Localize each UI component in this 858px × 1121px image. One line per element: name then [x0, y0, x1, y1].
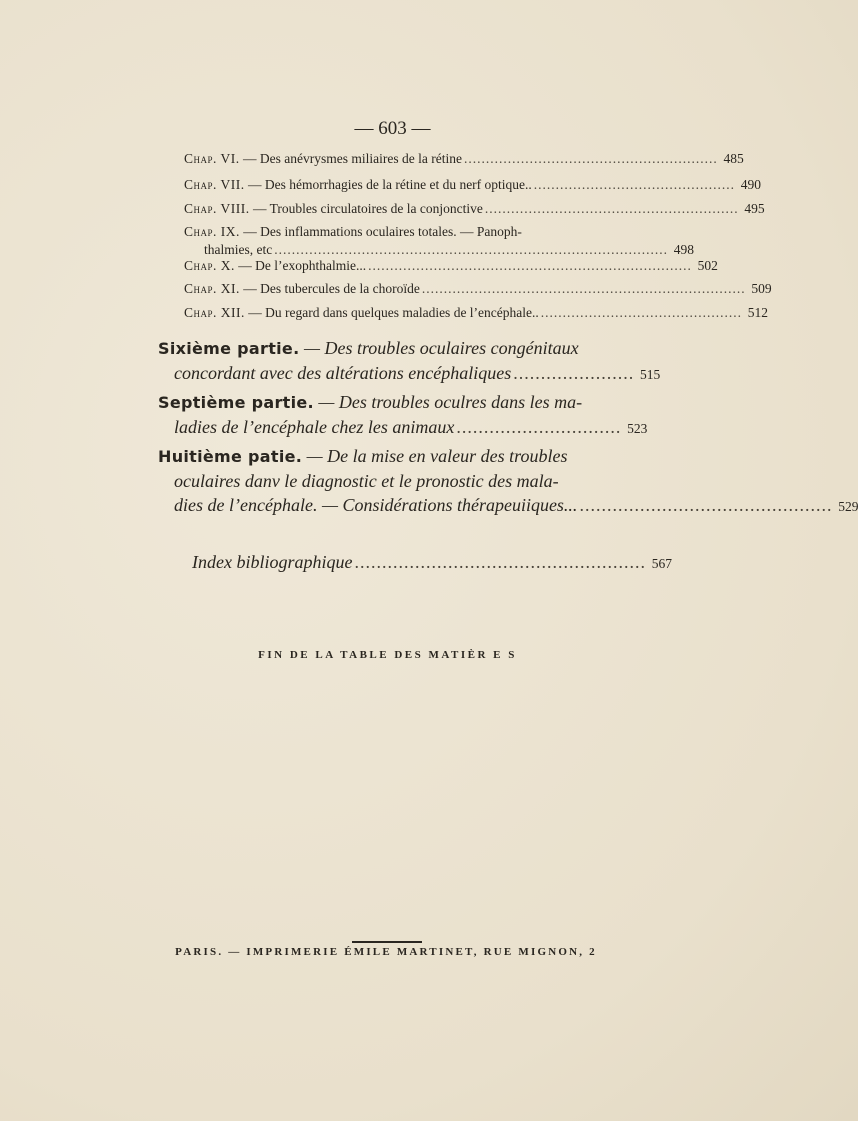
toc-entry-chap-7: Chap. VII. — Des hémorrhagies de la rétine et du nerf optique.. .............................................. 490 — [184, 177, 762, 192]
divider-rule — [352, 941, 422, 943]
toc-index: Index bibliographique ..................................................... 567 — [192, 550, 610, 576]
end-of-contents: FIN DE LA TABLE DES MATIÈR E S — [258, 649, 517, 661]
index-page: 567 — [651, 556, 672, 571]
chapter-page: 509 — [751, 281, 772, 296]
toc-entry-chap-6: Chap. VI. — Des anévrysmes miliaires de la rétine .......................................................... 485 — [184, 151, 744, 166]
chapter-title: — Des anévrysmes miliaires de la rétine — [243, 151, 462, 166]
printer-imprint: PARIS. — IMPRIMERIE ÉMILE MARTINET, RUE MIGNON, 2 — [175, 946, 597, 958]
chapter-page: 490 — [740, 177, 762, 192]
chapter-title: — Des hémorrhagies de la rétine et du nerf optique.. — [248, 177, 532, 192]
chapter-label: Chap. XI. — [184, 281, 240, 296]
chapter-page: 495 — [744, 201, 765, 216]
chapter-label: Chap. XII. — [184, 305, 245, 320]
toc-entry-chap-8: Chap. VIII. — Troubles circulatoires de la conjonctive .......................................................... 495 — [184, 201, 765, 216]
part-title: — Des troubles oculaires congénitaux — [303, 338, 579, 358]
index-title: Index bibliographique — [192, 552, 353, 572]
part-title: — De la mise en valeur des troubles — [306, 446, 568, 466]
toc-part-6: Sixième partie. — Des troubles oculaires congénitaux concordant avec des altérations encéphaliques ...................... 515 — [158, 336, 610, 387]
chapter-title: — Des tubercules de la choroïde — [243, 281, 420, 296]
chapter-page: 498 — [673, 242, 694, 257]
part-title-line2: oculaires danv le diagnostic et le pronostic des mala- — [174, 471, 559, 491]
chapter-page: 512 — [747, 305, 769, 320]
part-title: — Des troubles oculres dans les ma- — [318, 392, 583, 412]
chapter-label: Chap. X. — [184, 258, 235, 273]
part-heading: Septième partie. — [158, 393, 314, 412]
chapter-page: 502 — [697, 258, 718, 273]
chapter-title: — Du regard dans quelques maladies de l’encéphale.. — [248, 305, 539, 320]
part-title-line2: ladies de l’encéphale chez les animaux — [174, 417, 455, 437]
chapter-label: Chap. IX. — [184, 224, 240, 239]
part-heading: Huitième patie. — [158, 447, 303, 466]
toc-entry-chap-10: Chap. X. — De l’exophthalmie... .......................................................................... 502 — [184, 258, 718, 273]
part-heading: Sixième partie. — [158, 339, 300, 358]
toc-entry-chap-11: Chap. XI. — Des tubercules de la choroïde .......................................................................... 509 — [184, 281, 772, 296]
chapter-title: — Troubles circulatoires de la conjonctive — [253, 201, 483, 216]
part-page: 515 — [640, 367, 661, 382]
toc-part-7: Septième partie. — Des troubles oculres dans les ma- ladies de l’encéphale chez les animaux .............................. 523 — [158, 390, 610, 441]
toc-entry-chap-9: Chap. IX. — Des inflammations oculaires totales. — Panoph- thalmies, etc .......................................................................................... 498 — [184, 224, 694, 257]
toc-part-8: Huitième patie. — De la mise en valeur des troubles oculaires danv le diagnostic et le pronostic des mala- dies de l’encéphale. — Considérations thérapeuiiques... .............................................. 529 — [158, 444, 610, 519]
part-title-line2: concordant avec des altérations encéphaliques — [174, 363, 512, 383]
chapter-label: Chap. VIII. — [184, 201, 250, 216]
page-number: — 603 — — [354, 118, 431, 139]
chapter-title-continuation: thalmies, etc — [204, 242, 273, 257]
chapter-title: — Des inflammations oculaires totales. — Panoph- — [243, 224, 522, 239]
chapter-label: Chap. VI. — [184, 151, 240, 166]
part-page: 529 — [838, 499, 858, 514]
part-title-line3: dies de l’encéphale. — Considérations thérapeuiiques... — [174, 495, 578, 515]
chapter-label: Chap. VII. — [184, 177, 245, 192]
chapter-page: 485 — [723, 151, 744, 166]
part-page: 523 — [627, 421, 648, 436]
toc-entry-chap-12: Chap. XII. — Du regard dans quelques maladies de l’encéphale.. .............................................. 512 — [184, 305, 769, 320]
chapter-title: — De l’exophthalmie... — [238, 258, 367, 273]
